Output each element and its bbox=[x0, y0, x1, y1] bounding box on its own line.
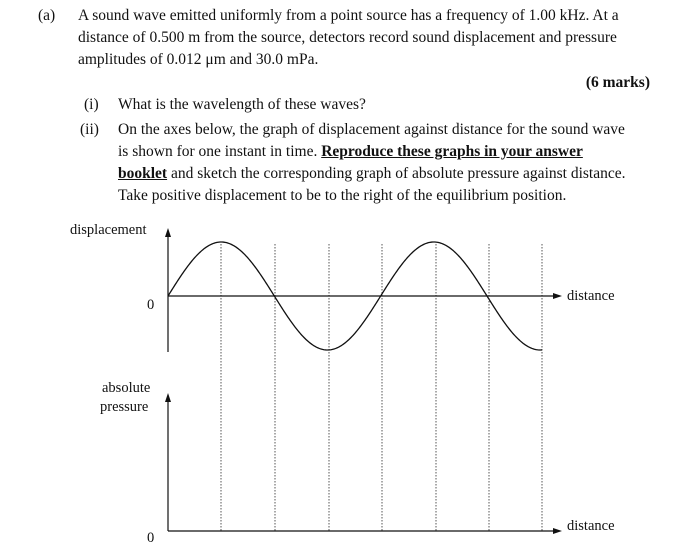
sub-ii-line-2-bold: Reproduce these graphs in your answer bbox=[321, 143, 583, 160]
sub-ii-line-4: Take positive displacement to be to the right of the equilibrium position. bbox=[118, 187, 567, 204]
sub-i-label: (i) bbox=[84, 96, 99, 113]
displacement-x-arrow bbox=[553, 293, 562, 299]
part-label: (a) bbox=[38, 7, 56, 24]
intro-line-2: distance of 0.500 m from the source, detectors record sound displacement and pressure bbox=[78, 29, 617, 46]
intro-line-1: A sound wave emitted uniformly from a point source has a frequency of 1.00 kHz. At a bbox=[78, 7, 619, 24]
marks-label: (6 marks) bbox=[585, 74, 650, 91]
pressure-axis-label-1: absolute bbox=[102, 380, 151, 396]
pressure-zero-label: 0 bbox=[147, 530, 155, 546]
intro-line-3: amplitudes of 0.012 μm and 30.0 mPa. bbox=[78, 51, 319, 68]
displacement-y-arrow bbox=[165, 228, 171, 237]
pressure-x-arrow bbox=[553, 528, 562, 534]
displacement-distance-label: distance bbox=[567, 288, 615, 304]
pressure-distance-label: distance bbox=[567, 518, 615, 534]
pressure-y-arrow bbox=[165, 393, 171, 402]
sub-i-text: What is the wavelength of these waves? bbox=[118, 96, 366, 113]
displacement-zero-label: 0 bbox=[147, 297, 155, 313]
sub-ii-line-1: On the axes below, the graph of displacement against distance for the sound wave bbox=[118, 121, 625, 138]
displacement-axis-label: displacement bbox=[70, 222, 147, 238]
sub-ii-line-2-plain: is shown for one instant in time. bbox=[118, 143, 322, 160]
sub-ii-label: (ii) bbox=[80, 121, 99, 138]
sub-ii-line-3-bold: booklet bbox=[118, 165, 168, 182]
pressure-axis-label-2: pressure bbox=[100, 399, 149, 415]
sub-ii-line-3-plain: and sketch the corresponding graph of absolute pressure against distance. bbox=[167, 165, 626, 182]
